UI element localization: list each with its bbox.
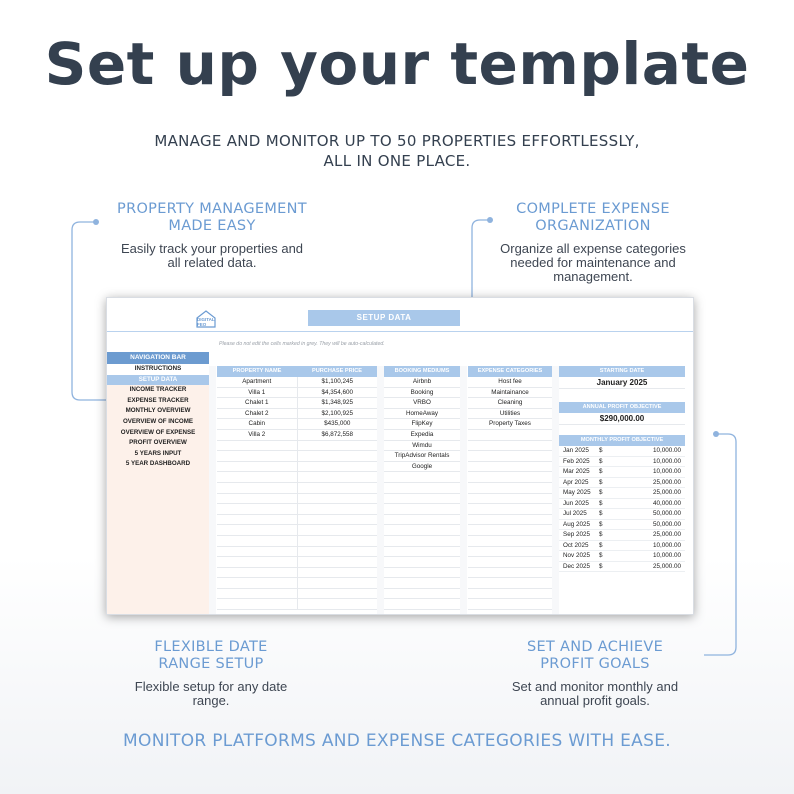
table-row: [384, 430, 460, 441]
callout-title-line: COMPLETE EXPENSE: [516, 201, 670, 217]
callout-desc-line: annual profit goals.: [540, 693, 650, 708]
table-row: [468, 451, 552, 462]
table-row: [217, 589, 377, 600]
table-row: [468, 557, 552, 568]
table-row: [217, 525, 377, 536]
expense-categories-header: EXPENSE CATEGORIES: [468, 366, 552, 377]
callout-desc-line: all related data.: [167, 255, 257, 270]
table-row: [217, 472, 377, 483]
property-name-cell[interactable]: Cabin: [248, 420, 265, 428]
booking-medium-cell[interactable]: FlipKey: [411, 420, 433, 428]
profit-value-cell[interactable]: 10,000.00: [652, 457, 681, 465]
navigation-bar: [107, 352, 209, 615]
purchase-price-cell[interactable]: [297, 441, 378, 451]
table-row: [468, 547, 552, 558]
property-table: [217, 366, 377, 610]
property-name-cell[interactable]: [217, 515, 297, 525]
profit-value-cell[interactable]: 10,000.00: [652, 468, 681, 475]
booking-medium-cell[interactable]: [384, 483, 460, 493]
table-row: [468, 578, 552, 589]
purchase-price-cell[interactable]: [297, 578, 378, 588]
table-row: [217, 377, 377, 388]
table-row: [217, 409, 377, 420]
subhead-line-2: ALL IN ONE PLACE.: [323, 152, 471, 170]
starting-date-value[interactable]: January 2025: [559, 377, 685, 389]
currency-cell: $: [599, 457, 603, 465]
table-row: [468, 398, 552, 409]
table-row: [217, 483, 377, 494]
currency-cell: $: [599, 489, 603, 496]
expense-rows: [468, 377, 552, 610]
profit-value-cell[interactable]: 50,000.00: [652, 510, 681, 517]
table-row: [384, 472, 460, 483]
nav-item-5-year-dashboard[interactable]: 5 YEAR DASHBOARD: [125, 460, 191, 468]
table-row: [217, 494, 377, 505]
table-row: [384, 578, 460, 589]
table-row: [384, 462, 460, 473]
purchase-price-cell[interactable]: [297, 547, 378, 557]
table-row: [217, 388, 377, 399]
property-name-cell[interactable]: [217, 441, 297, 451]
profit-value-cell[interactable]: 40,000.00: [652, 499, 681, 507]
expense-category-cell[interactable]: [468, 504, 552, 514]
nav-item-instructions[interactable]: INSTRUCTIONS: [107, 364, 209, 375]
table-row: [468, 483, 552, 494]
profit-value-cell[interactable]: 10,000.00: [652, 552, 681, 559]
booking-medium-cell[interactable]: TripAdvisor Rentals: [394, 452, 450, 460]
booking-medium-cell[interactable]: [384, 504, 460, 514]
table-row: [468, 515, 552, 526]
table-row: [468, 377, 552, 388]
callout-title-line: SET AND ACHIEVE: [526, 639, 664, 655]
callout-desc-line: Organize all expense categories: [500, 241, 686, 256]
currency-cell: $: [599, 531, 603, 538]
booking-mediums-header: BOOKING MEDIUMS: [384, 366, 460, 377]
table-row: [468, 525, 552, 536]
logo-text: DIGITAL FEO: [197, 317, 215, 327]
table-row: [217, 568, 377, 579]
property-name-cell[interactable]: Chalet 2: [245, 409, 269, 417]
table-row: [559, 530, 685, 541]
property-name-cell[interactable]: Chalet 1: [245, 399, 269, 407]
booking-medium-cell[interactable]: [384, 515, 460, 525]
property-name-cell[interactable]: [217, 462, 297, 472]
table-row: [217, 430, 377, 441]
callout-date-range: [96, 639, 326, 708]
profit-value-cell[interactable]: 25,000.00: [652, 562, 681, 570]
nav-item-setup-data[interactable]: SETUP DATA: [107, 375, 209, 386]
nav-item-overview-of-expense[interactable]: OVERVIEW OF EXPENSE: [120, 428, 196, 436]
purchase-price-cell[interactable]: [297, 568, 378, 578]
expense-category-cell[interactable]: [468, 472, 552, 482]
currency-cell: $: [599, 478, 603, 486]
property-name-cell[interactable]: [217, 578, 297, 588]
booking-medium-cell[interactable]: [384, 472, 460, 482]
column-gap: [460, 366, 467, 615]
purchase-price-cell[interactable]: $4,354,600: [297, 388, 378, 398]
table-row: [217, 515, 377, 526]
profit-value-cell[interactable]: 10,000.00: [652, 447, 681, 454]
booking-medium-cell[interactable]: [384, 494, 460, 504]
callout-title-line: MADE EASY: [168, 218, 256, 234]
expense-category-cell[interactable]: [468, 578, 552, 588]
profit-value-cell[interactable]: 50,000.00: [652, 520, 681, 528]
table-row: [559, 499, 685, 510]
annual-profit-panel: [559, 402, 685, 425]
expense-category-cell[interactable]: [468, 536, 552, 546]
expense-category-cell[interactable]: [468, 599, 552, 609]
table-row: [468, 504, 552, 515]
table-row: [384, 504, 460, 515]
booking-medium-cell[interactable]: Google: [411, 462, 433, 470]
table-row: [384, 547, 460, 558]
table-row: [217, 557, 377, 568]
table-row: [384, 515, 460, 526]
table-row: [468, 599, 552, 610]
expense-category-cell[interactable]: [468, 547, 552, 557]
table-row: [384, 568, 460, 579]
table-row: [559, 551, 685, 562]
subheadline: [0, 131, 794, 171]
property-name-cell[interactable]: [217, 472, 297, 482]
table-row: [384, 599, 460, 610]
booking-medium-cell[interactable]: VRBO: [413, 399, 431, 407]
currency-cell: $: [599, 541, 603, 549]
table-row: [384, 388, 460, 399]
grey-cells-note: Please do not edit the cells marked in grey. They will be auto-calculated.: [219, 341, 385, 347]
property-name-cell[interactable]: [217, 494, 297, 504]
booking-medium-cell[interactable]: [384, 536, 460, 546]
booking-mediums-table: [384, 366, 460, 610]
table-row: [384, 377, 460, 388]
spreadsheet-screenshot: [106, 297, 694, 615]
table-row: [217, 441, 377, 452]
property-table-header: [217, 366, 377, 377]
expense-category-cell[interactable]: Maintainance: [491, 388, 529, 396]
month-cell: Mar 2025: [563, 468, 590, 475]
footer-tagline: MONITOR PLATFORMS AND EXPENSE CATEGORIES WITH EASE.: [123, 731, 671, 751]
profit-value-cell[interactable]: 25,000.00: [652, 531, 681, 538]
property-name-cell[interactable]: Villa 1: [248, 388, 266, 396]
table-row: [468, 589, 552, 600]
booking-medium-cell[interactable]: HomeAway: [405, 409, 439, 417]
expense-categories-table: [468, 366, 552, 610]
table-row: [384, 494, 460, 505]
table-row: [559, 457, 685, 468]
property-name-cell[interactable]: [217, 599, 297, 609]
purchase-price-cell[interactable]: $1,348,925: [297, 398, 378, 408]
table-row: [217, 599, 377, 610]
table-row: [384, 441, 460, 452]
callout-desc-line: needed for maintenance and: [510, 255, 676, 270]
callout-title-line: PROPERTY MANAGEMENT: [117, 201, 307, 217]
column-gap: [377, 366, 384, 615]
expense-category-cell[interactable]: [468, 557, 552, 567]
purchase-price-cell[interactable]: [297, 504, 378, 514]
property-name-cell[interactable]: [217, 504, 297, 514]
table-row: [217, 419, 377, 430]
purchase-price-cell[interactable]: [297, 472, 378, 482]
table-row: [468, 419, 552, 430]
table-row: [559, 541, 685, 552]
expense-category-cell[interactable]: Host fee: [498, 378, 522, 385]
callout-title-line: PROFIT GOALS: [540, 656, 650, 672]
purchase-price-cell[interactable]: $1,100,245: [297, 377, 378, 387]
currency-cell: $: [599, 520, 603, 528]
booking-medium-cell[interactable]: Wimdu: [412, 441, 432, 449]
callout-desc-line: management.: [553, 269, 633, 284]
booking-medium-cell[interactable]: [384, 568, 460, 578]
property-name-cell[interactable]: [217, 589, 297, 599]
booking-medium-cell[interactable]: [384, 599, 460, 609]
table-row: [217, 547, 377, 558]
expense-category-cell[interactable]: [468, 589, 552, 599]
month-cell: Dec 2025: [563, 562, 590, 570]
currency-cell: $: [599, 499, 603, 507]
starting-date-header: STARTING DATE: [559, 366, 685, 377]
purchase-price-cell[interactable]: [297, 494, 378, 504]
monthly-profit-header: MONTHLY PROFIT OBJECTIVE: [559, 435, 685, 446]
expense-category-cell[interactable]: [468, 525, 552, 535]
expense-category-cell[interactable]: Cleaning: [497, 399, 523, 407]
expense-category-cell[interactable]: [468, 515, 552, 525]
booking-rows: [384, 377, 460, 610]
expense-category-cell[interactable]: [468, 568, 552, 578]
month-cell: Jan 2025: [563, 447, 589, 454]
setup-data-banner: SETUP DATA: [308, 310, 460, 326]
annual-profit-header: ANNUAL PROFIT OBJECTIVE: [559, 402, 685, 413]
booking-medium-cell[interactable]: Airbnb: [412, 378, 432, 385]
expense-category-cell[interactable]: Utilities: [499, 409, 521, 417]
booking-medium-cell[interactable]: [384, 547, 460, 557]
callout-title-line: ORGANIZATION: [535, 218, 651, 234]
profit-value-cell[interactable]: 25,000.00: [652, 478, 681, 486]
property-name-cell[interactable]: [217, 568, 297, 578]
purchase-price-cell[interactable]: [297, 525, 378, 535]
table-row: [468, 409, 552, 420]
table-row: [217, 536, 377, 547]
profit-value-cell[interactable]: 10,000.00: [652, 541, 681, 549]
currency-cell: $: [599, 552, 603, 559]
callout-profit-goals: [480, 639, 710, 708]
table-row: [217, 398, 377, 409]
booking-medium-cell[interactable]: [384, 589, 460, 599]
table-row: [468, 568, 552, 579]
currency-cell: $: [599, 562, 603, 570]
table-row: [468, 536, 552, 547]
purchase-price-cell[interactable]: [297, 451, 378, 461]
callout-desc-line: Flexible setup for any date: [134, 679, 288, 694]
table-row: [559, 467, 685, 478]
purchase-price-cell[interactable]: [297, 536, 378, 546]
table-row: [384, 398, 460, 409]
table-row: [468, 494, 552, 505]
callout-desc-line: range.: [192, 693, 230, 708]
purchase-price-cell[interactable]: $435,000: [297, 419, 378, 429]
table-row: [468, 441, 552, 452]
table-row: [384, 589, 460, 600]
callout-property-management: [97, 201, 327, 270]
table-row: [384, 419, 460, 430]
expense-category-cell[interactable]: Property Taxes: [489, 420, 531, 428]
month-cell: May 2025: [563, 489, 591, 496]
table-row: [384, 557, 460, 568]
table-row: [217, 504, 377, 515]
booking-medium-cell[interactable]: Booking: [410, 388, 434, 396]
column-gap: [209, 366, 216, 615]
nav-item-overview-of-income[interactable]: OVERVIEW OF INCOME: [122, 417, 194, 425]
property-name-cell[interactable]: [217, 525, 297, 535]
header-property-name: PROPERTY NAME: [232, 368, 282, 374]
right-connector: [700, 425, 746, 665]
table-row: [559, 562, 685, 573]
expense-category-cell[interactable]: [468, 430, 552, 440]
month-cell: Jul 2025: [563, 510, 587, 517]
table-row: [468, 472, 552, 483]
table-row: [559, 509, 685, 520]
purchase-price-cell[interactable]: [297, 589, 378, 599]
table-row: [217, 462, 377, 473]
property-name-cell[interactable]: [217, 483, 297, 493]
purchase-price-cell[interactable]: $2,100,925: [297, 409, 378, 419]
divider: [107, 331, 694, 332]
month-cell: Aug 2025: [563, 520, 590, 528]
currency-cell: $: [599, 447, 603, 454]
property-name-cell[interactable]: Villa 2: [248, 430, 266, 438]
month-cell: Jun 2025: [563, 499, 589, 507]
expense-category-cell[interactable]: [468, 451, 552, 461]
table-row: [468, 388, 552, 399]
expense-category-cell[interactable]: [468, 462, 552, 472]
purchase-price-cell[interactable]: [297, 599, 378, 609]
month-cell: Sep 2025: [563, 531, 590, 538]
expense-category-cell[interactable]: [468, 494, 552, 504]
booking-medium-cell[interactable]: [384, 525, 460, 535]
monthly-rows: [559, 446, 685, 572]
expense-category-cell[interactable]: [468, 441, 552, 451]
booking-medium-cell[interactable]: Expedia: [410, 430, 434, 438]
profit-value-cell[interactable]: 25,000.00: [652, 489, 681, 496]
nav-item-profit-overview[interactable]: PROFIT OVERVIEW: [129, 439, 187, 447]
month-cell: Nov 2025: [563, 552, 590, 559]
purchase-price-cell[interactable]: [297, 515, 378, 525]
booking-medium-cell[interactable]: [384, 557, 460, 567]
table-row: [559, 488, 685, 499]
table-row: [384, 409, 460, 420]
callout-expense-organization: [478, 201, 708, 284]
purchase-price-cell[interactable]: [297, 557, 378, 567]
navigation-bar-header: NAVIGATION BAR: [107, 352, 209, 364]
callout-title-line: RANGE SETUP: [158, 656, 264, 672]
table-row: [384, 451, 460, 462]
table-row: [559, 520, 685, 531]
month-cell: Apr 2025: [563, 478, 589, 486]
monthly-profit-panel: [559, 435, 685, 572]
subhead-line-1: MANAGE AND MONITOR UP TO 50 PROPERTIES EFFORTLESSLY,: [154, 132, 640, 150]
purchase-price-cell[interactable]: $6,872,558: [297, 430, 378, 440]
table-row: [559, 446, 685, 457]
month-cell: Oct 2025: [563, 541, 589, 549]
property-rows: [217, 377, 377, 610]
column-gap: [552, 366, 559, 615]
table-row: [559, 478, 685, 489]
currency-cell: $: [599, 468, 603, 475]
callout-desc-line: Easily track your properties and: [120, 241, 304, 256]
nav-item-monthly-overview[interactable]: MONTHLY OVERVIEW: [125, 407, 191, 415]
nav-item-5-years-input[interactable]: 5 YEARS INPUT: [134, 449, 182, 457]
table-row: [217, 451, 377, 462]
table-row: [384, 483, 460, 494]
expense-category-cell[interactable]: [468, 483, 552, 493]
starting-date-panel: [559, 366, 685, 389]
property-name-cell[interactable]: [217, 557, 297, 567]
property-name-cell[interactable]: [217, 547, 297, 557]
property-name-cell[interactable]: Apartment: [242, 378, 272, 385]
callout-title-line: FLEXIBLE DATE: [154, 639, 268, 655]
property-name-cell[interactable]: [217, 451, 297, 461]
annual-profit-value[interactable]: $290,000.00: [559, 413, 685, 425]
table-row: [217, 578, 377, 589]
table-row: [384, 525, 460, 536]
table-row: [384, 536, 460, 547]
callout-desc-line: Set and monitor monthly and: [511, 679, 679, 694]
header-purchase-price: PURCHASE PRICE: [311, 368, 363, 374]
month-cell: Feb 2025: [563, 457, 590, 465]
booking-medium-cell[interactable]: [384, 578, 460, 588]
table-row: [468, 430, 552, 441]
nav-item-income-tracker[interactable]: INCOME TRACKER: [129, 386, 187, 394]
table-row: [468, 462, 552, 473]
nav-item-expense-tracker[interactable]: EXPENSE TRACKER: [127, 396, 189, 404]
purchase-price-cell[interactable]: [297, 483, 378, 493]
property-name-cell[interactable]: [217, 536, 297, 546]
purchase-price-cell[interactable]: [297, 462, 378, 472]
headline: Set up your template: [44, 30, 750, 98]
currency-cell: $: [599, 510, 603, 517]
